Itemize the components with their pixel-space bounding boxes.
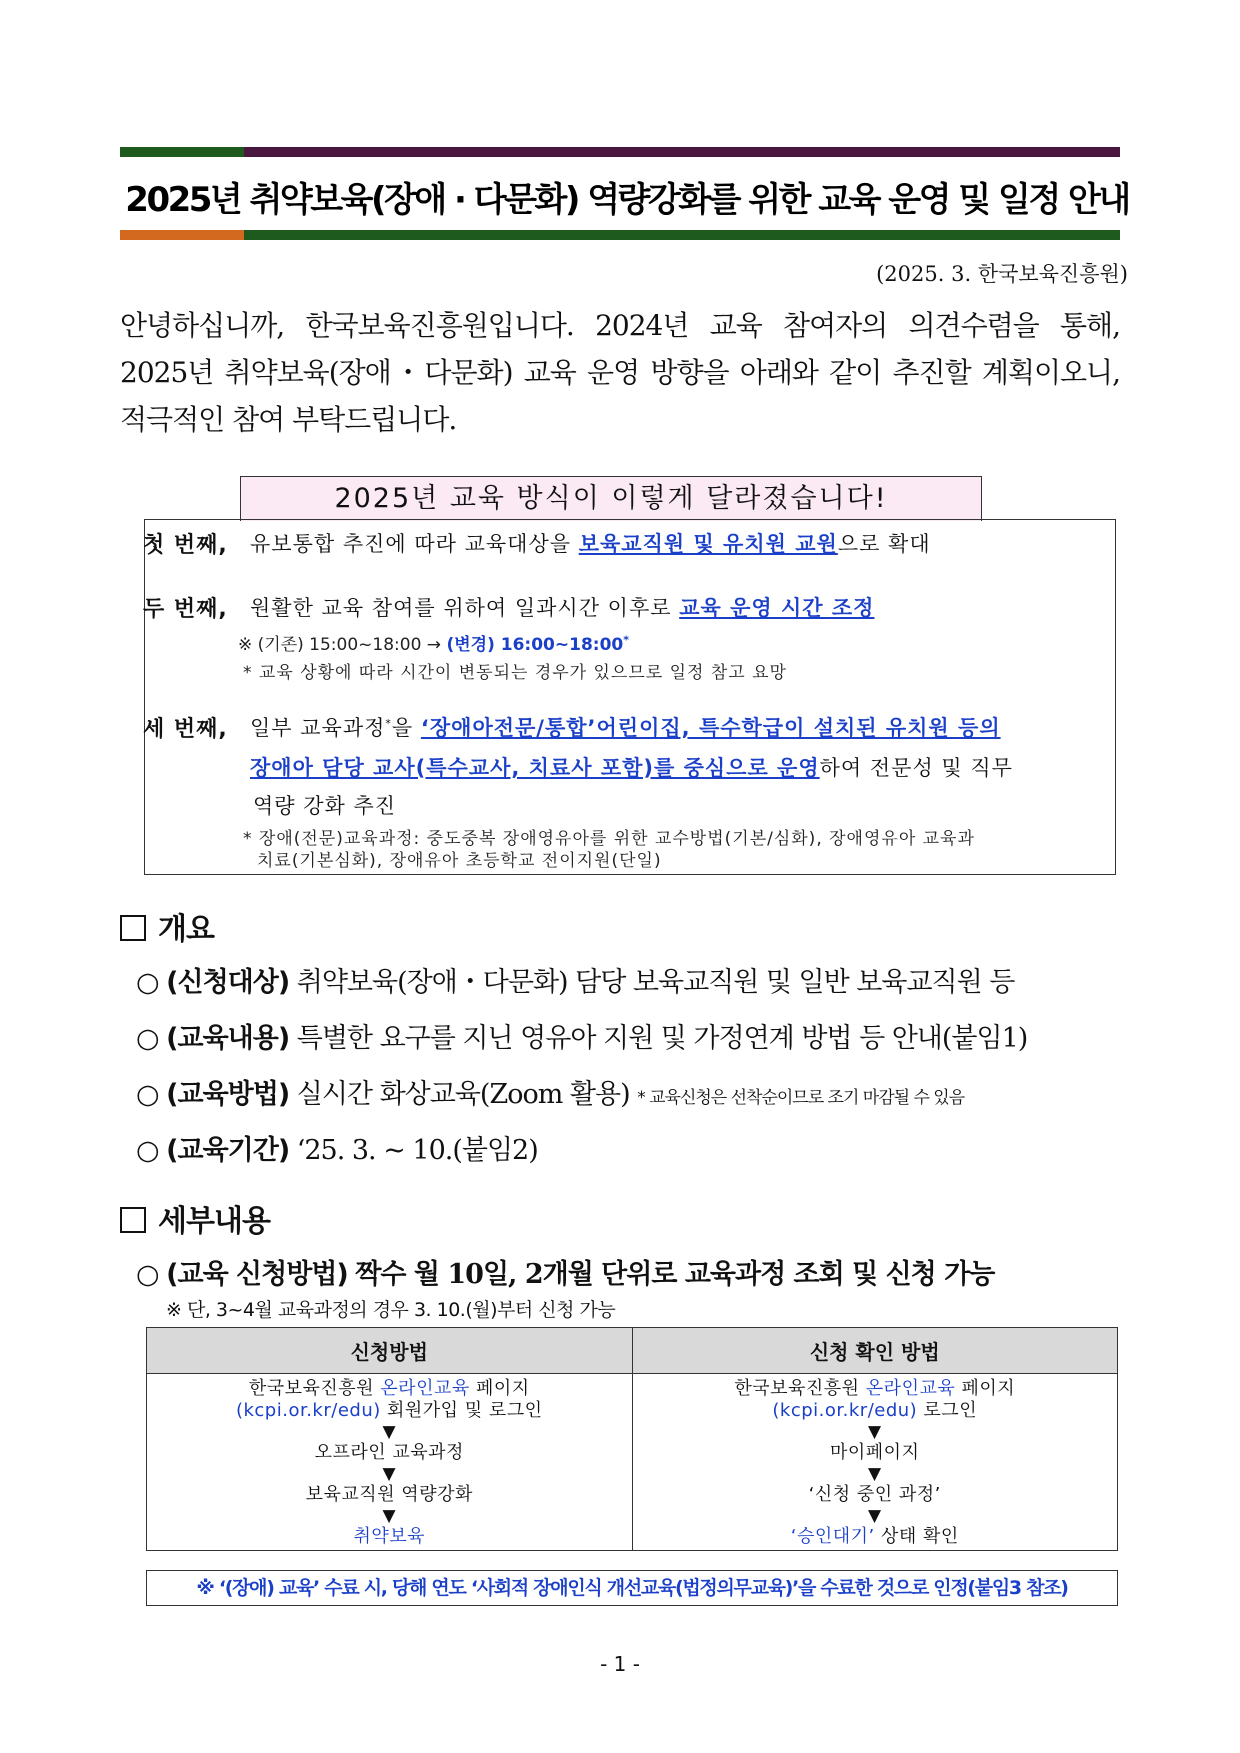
square-bullet-icon xyxy=(120,1207,146,1233)
change-third-text: 일부 교육과정 xyxy=(250,716,386,740)
overview-label: (교육기간) xyxy=(166,1135,290,1166)
change-third-line-2 xyxy=(250,752,1013,782)
change-first-text: 유보통합 추진에 따라 교육대상을 xyxy=(250,532,572,556)
apply-table xyxy=(146,1327,1118,1551)
time-change-star: * xyxy=(623,633,629,647)
down-arrow-icon: ▼ xyxy=(867,1422,882,1442)
change-third-line-3: 역량 강화 추진 xyxy=(253,794,397,818)
step-text: 회원가입 및 로그인 xyxy=(386,1400,543,1421)
changes-heading: 2025년 교육 방식이 이렇게 달라졌습니다! xyxy=(240,476,982,521)
online-edu-link[interactable]: 온라인교육 xyxy=(380,1378,470,1399)
step-text: 페이지 xyxy=(475,1378,530,1399)
overview-heading-text: 개요 xyxy=(158,912,214,947)
intro-paragraph xyxy=(120,302,1120,443)
time-change-prefix: ※ (기존) 15:00~18:00 → xyxy=(238,635,442,655)
kcpi-url-link[interactable]: (kcpi.or.kr/edu) xyxy=(235,1400,381,1421)
down-arrow-icon: ▼ xyxy=(867,1464,882,1484)
header-bar-top-purple xyxy=(244,147,1120,157)
confirm-steps xyxy=(632,1374,1118,1551)
overview-item-target: ○ (신청대상) 취약보육(장애・다문화) 담당 보육교직원 및 일반 보육교직원 등 xyxy=(136,967,1015,998)
online-edu-link[interactable]: 온라인교육 xyxy=(865,1378,956,1399)
overview-label: (신청대상) xyxy=(166,967,290,998)
change-second-highlight: 교육 운영 시간 조정 xyxy=(679,596,875,620)
change-third-mid: 을 xyxy=(391,716,414,740)
overview-small-note: * 교육신청은 선착순이므로 조기 마감될 수 있음 xyxy=(637,1088,965,1108)
down-arrow-icon: ▼ xyxy=(382,1422,397,1442)
details-heading-text: 세부내용 xyxy=(158,1204,270,1239)
details-text: 짝수 월 10일, 2개월 단위로 교육과정 조회 및 신청 가능 xyxy=(355,1259,995,1290)
change-second-note-1 xyxy=(238,630,629,655)
pending-status: ‘승인대기’ xyxy=(790,1526,875,1547)
overview-label: (교육방법) xyxy=(166,1079,290,1110)
header-bar-bottom-green xyxy=(244,230,1120,240)
intro-line-3: 적극적인 참여 부탁드립니다. xyxy=(120,403,457,436)
page-number: - 1 - xyxy=(600,1652,640,1676)
change-third-sup: * xyxy=(385,717,392,730)
change-third-note-2: 치료(기본심화), 장애유아 초등학교 전이지원(단일) xyxy=(257,851,662,871)
step-text: ‘신청 중인 과정’ xyxy=(808,1484,941,1505)
step-text: 마이페이지 xyxy=(830,1442,920,1463)
change-third-post: 하여 전문성 및 직무 xyxy=(819,756,1013,780)
page-title: 2025년 취약보육(장애 · 다문화) 역량강화를 위한 교육 운영 및 일정 안내 xyxy=(125,180,1129,220)
down-arrow-icon: ▼ xyxy=(867,1506,882,1526)
step-text-final: 취약보육 xyxy=(353,1526,426,1547)
step-text: 상태 확인 xyxy=(880,1526,959,1547)
section-details-heading xyxy=(120,1196,270,1240)
step-text: 페이지 xyxy=(961,1378,1016,1399)
apply-steps xyxy=(147,1374,633,1551)
change-second-note-2: * 교육 상황에 따라 시간이 변동되는 경우가 있으므로 일정 참고 요망 xyxy=(243,663,787,683)
change-third-note-1: * 장애(전문)교육과정: 중도중복 장애영유아를 위한 교수방법(기본/심화), 장애영유아 교육과 xyxy=(243,829,975,849)
details-note: ※ 단, 3~4월 교육과정의 경우 3. 10.(월)부터 신청 가능 xyxy=(166,1299,616,1321)
change-third-highlight-1: ‘장애아전문/통합’어린이집, 특수학급이 설치된 유치원 등의 xyxy=(420,716,1001,740)
table-header-apply: 신청방법 xyxy=(147,1328,633,1374)
overview-text: ‘25. 3. ~ 10.(붙임2) xyxy=(296,1135,538,1166)
step-text: 한국보육진흥원 xyxy=(734,1378,860,1399)
down-arrow-icon: ▼ xyxy=(382,1464,397,1484)
overview-text: 취약보육(장애・다문화) 담당 보육교직원 및 일반 보육교직원 등 xyxy=(296,967,1015,998)
overview-item-method: ○ (교육방법) 실시간 화상교육(Zoom 활용) * 교육신청은 선착순이므로 조기 마감될 수 있음 xyxy=(136,1079,965,1110)
overview-item-content: ○ (교육내용) 특별한 요구를 지닌 영유아 지원 및 가정연계 방법 등 안내(붙임1) xyxy=(136,1023,1028,1054)
change-first-label: 첫 번째, xyxy=(143,533,228,558)
step-text: 로그인 xyxy=(923,1400,978,1421)
intro-line-2: 2025년 취약보육(장애・다문화) 교육 운영 방향을 아래와 같이 추진할 계획이오니, xyxy=(120,356,1120,389)
down-arrow-icon: ▼ xyxy=(382,1506,397,1526)
kcpi-url-link[interactable]: (kcpi.or.kr/edu) xyxy=(772,1400,918,1421)
change-third-highlight-2: 장애아 담당 교사(특수교사, 치료사 포함)를 중심으로 운영 xyxy=(250,756,820,780)
change-first-post: 으로 확대 xyxy=(837,532,931,556)
change-second-label: 두 번째, xyxy=(143,597,228,622)
overview-text: 특별한 요구를 지닌 영유아 지원 및 가정연계 방법 등 안내(붙임1) xyxy=(296,1023,1028,1054)
overview-text: 실시간 화상교육(Zoom 활용) xyxy=(296,1079,630,1110)
overview-label: (교육내용) xyxy=(166,1023,290,1054)
overview-item-period: ○ (교육기간) ‘25. 3. ~ 10.(붙임2) xyxy=(136,1135,538,1166)
square-bullet-icon xyxy=(120,915,146,941)
table-header-confirm: 신청 확인 방법 xyxy=(632,1328,1118,1374)
header-bar-bottom-orange xyxy=(120,230,244,240)
step-text: 보육교직원 역량강화 xyxy=(305,1484,473,1505)
section-overview-heading xyxy=(120,904,214,948)
change-third-label: 세 번째, xyxy=(143,717,228,742)
change-first-highlight: 보육교직원 및 유치원 교원 xyxy=(578,532,838,556)
changes-box xyxy=(144,519,1116,875)
time-change-highlight: (변경) 16:00~18:00 xyxy=(446,635,624,655)
issue-date: (2025. 3. 한국보육진흥원) xyxy=(876,262,1128,286)
intro-line-1: 안녕하십니까, 한국보육진흥원입니다. 2024년 교육 참여자의 의견수렴을 통해, xyxy=(120,309,1120,342)
header-bar-top-green xyxy=(120,147,244,157)
step-text: 한국보육진흥원 xyxy=(248,1378,375,1399)
certification-footnote: ※ ‘(장애) 교육’ 수료 시, 당해 연도 ‘사회적 장애인식 개선교육(법정의무교육)’을 수료한 것으로 인정(붙임3 참조) xyxy=(146,1570,1118,1606)
details-label: (교육 신청방법) xyxy=(166,1259,348,1290)
change-second-text: 원활한 교육 참여를 위하여 일과시간 이후로 xyxy=(250,596,672,620)
step-text: 오프라인 교육과정 xyxy=(314,1442,464,1463)
details-item-apply: ○ (교육 신청방법) 짝수 월 10일, 2개월 단위로 교육과정 조회 및 신청 가능 xyxy=(136,1259,995,1290)
